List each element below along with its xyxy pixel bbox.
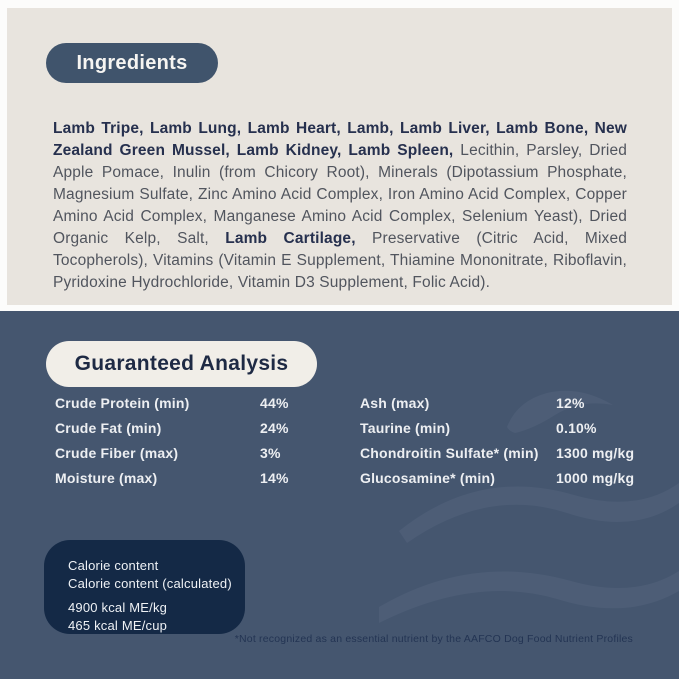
analysis-value: 1000 mg/kg [556, 470, 635, 486]
aafco-footnote: *Not recognized as an essential nutrient by the AAFCO Dog Food Nutrient Profiles [234, 633, 633, 645]
analysis-label: Chondroitin Sulfate* (min) [360, 445, 539, 461]
analysis-value: 1300 mg/kg [556, 445, 635, 461]
calorie-content-title: Calorie content [68, 558, 159, 573]
calorie-content-subtitle: Calorie content (calculated) [68, 575, 232, 591]
analysis-label: Crude Fat (min) [55, 420, 162, 436]
analysis-value: 12% [556, 395, 585, 411]
analysis-column-left [55, 396, 355, 485]
analysis-value: 0.10% [556, 420, 597, 436]
analysis-value: 14% [260, 470, 289, 486]
analysis-value: 3% [260, 445, 281, 461]
calorie-content-box [44, 540, 245, 634]
ingredients-tertiary: Preservative (Citric Acid, Mixed Tocopherols), Vitamins (Vitamin E Supplement, Thiamine Mononitrate, Riboflavin, Pyridoxine Hydrochloride, Vitamin D3 Supplement, Folic Acid). [53, 229, 627, 291]
ingredients-badge [46, 43, 218, 83]
guaranteed-analysis-badge-label: Guaranteed Analysis [74, 352, 289, 375]
ingredients-primary-bold: Lamb Tripe, Lamb Lung, Lamb Heart, Lamb, Lamb Liver, Lamb Bone, New Zealand Green Mussel, Lamb Kidney, Lamb Spleen, [53, 119, 627, 159]
guaranteed-analysis-panel [0, 311, 679, 679]
ingredients-cartilage-bold: Lamb Cartilage, [225, 229, 356, 247]
analysis-value: 44% [260, 395, 289, 411]
analysis-label: Glucosamine* (min) [360, 470, 496, 486]
analysis-value: 24% [260, 420, 289, 436]
analysis-column-right [360, 396, 660, 485]
ingredients-badge-label: Ingredients [76, 51, 188, 74]
analysis-label: Crude Fiber (max) [55, 445, 179, 461]
analysis-label: Taurine (min) [360, 420, 451, 436]
ingredients-secondary: Lecithin, Parsley, Dried Apple Pomace, Inulin (from Chicory Root), Minerals (Dipotassium Phosphate, Magnesium Sulfate, Zinc Amino Acid Complex, Iron Amino Acid Complex, Copper Amino Acid Complex, Manganese Amino Acid Complex, Selenium Yeast), Dried Organic Kelp, Salt, [53, 141, 628, 247]
calorie-kcal-per-cup: 465 kcal ME/cup [68, 617, 168, 633]
calorie-kcal-per-kg: 4900 kcal ME/kg [68, 600, 168, 615]
analysis-label: Moisture (max) [55, 470, 158, 486]
guaranteed-analysis-badge [46, 341, 317, 387]
ingredients-list [53, 118, 627, 294]
analysis-label: Crude Protein (min) [55, 395, 190, 411]
calorie-content-spacer [68, 592, 245, 599]
analysis-label: Ash (max) [360, 395, 430, 411]
ingredients-panel [7, 8, 672, 305]
